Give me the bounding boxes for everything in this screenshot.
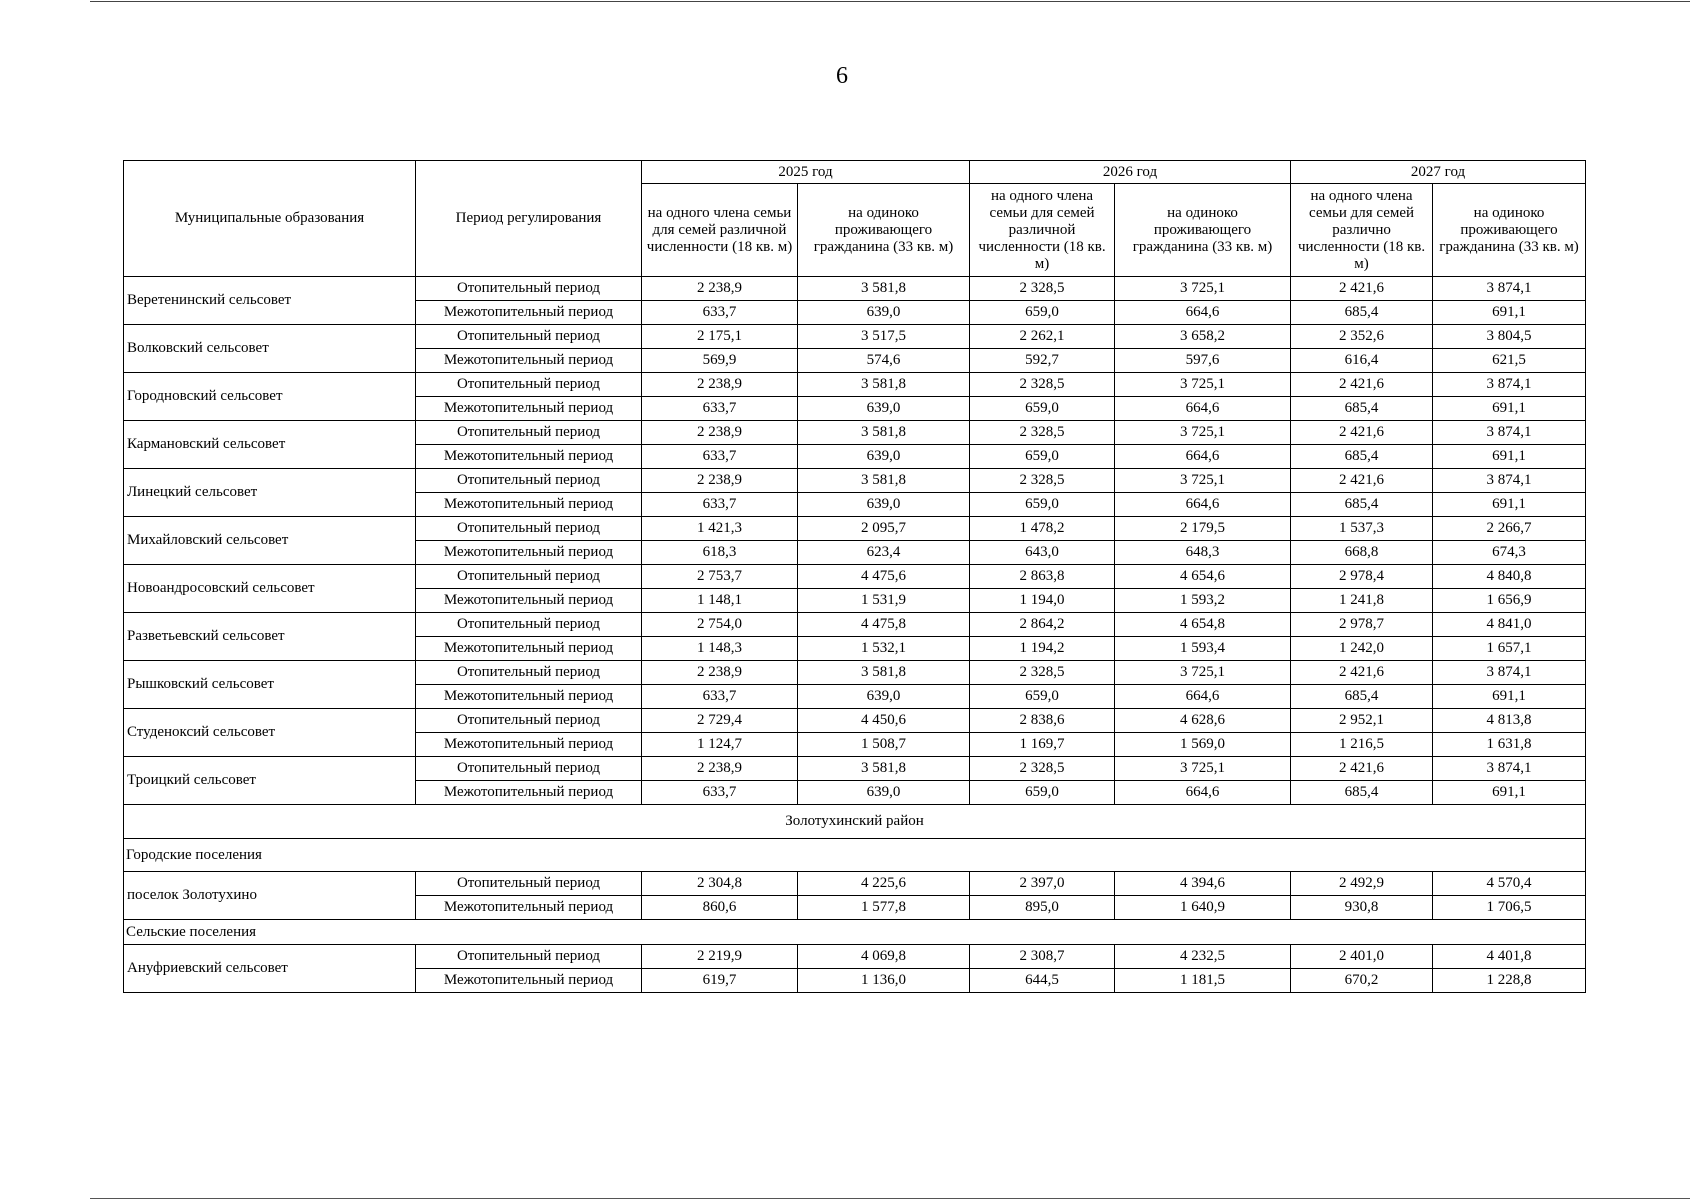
value-cell: 2 262,1 [970,325,1115,349]
value-cell: 633,7 [642,493,798,517]
value-cell: 2 328,5 [970,421,1115,445]
value-cell: 691,1 [1433,493,1586,517]
period-cell: Отопительный период [416,757,642,781]
period-cell: Отопительный период [416,469,642,493]
value-cell: 664,6 [1115,493,1291,517]
header-year-2027: 2027 год [1291,161,1586,184]
value-cell: 639,0 [798,445,970,469]
table-body-district [124,805,1586,872]
rural-settlements-heading: Сельские поселения [124,920,1586,945]
value-cell: 691,1 [1433,685,1586,709]
value-cell: 2 095,7 [798,517,970,541]
value-cell: 648,3 [1115,541,1291,565]
table-row [124,373,1586,397]
value-cell: 664,6 [1115,397,1291,421]
table-body-urban [124,872,1586,920]
value-cell: 1 706,5 [1433,896,1586,920]
value-cell: 4 654,6 [1115,565,1291,589]
header-single-2025: на одиноко проживающего гражданина (33 кв. м) [798,184,970,277]
value-cell: 685,4 [1291,685,1433,709]
value-cell: 1 640,9 [1115,896,1291,920]
value-cell: 659,0 [970,301,1115,325]
value-cell: 3 581,8 [798,373,970,397]
value-cell: 592,7 [970,349,1115,373]
period-cell: Межотопительный период [416,301,642,325]
table-row [124,421,1586,445]
value-cell: 685,4 [1291,493,1433,517]
value-cell: 2 978,4 [1291,565,1433,589]
table-row [124,325,1586,349]
value-cell: 3 804,5 [1433,325,1586,349]
value-cell: 2 238,9 [642,421,798,445]
value-cell: 2 401,0 [1291,945,1433,969]
value-cell: 2 238,9 [642,373,798,397]
municipality-name: Городновский сельсовет [124,373,416,421]
value-cell: 2 421,6 [1291,421,1433,445]
value-cell: 1 169,7 [970,733,1115,757]
header-per-member-2025: на одного члена семьи для семей различной численности (18 кв. м) [642,184,798,277]
table-row [124,613,1586,637]
value-cell: 2 308,7 [970,945,1115,969]
value-cell: 3 874,1 [1433,661,1586,685]
value-cell: 643,0 [970,541,1115,565]
value-cell: 685,4 [1291,445,1433,469]
value-cell: 1 228,8 [1433,969,1586,993]
value-cell: 659,0 [970,685,1115,709]
value-cell: 1 136,0 [798,969,970,993]
value-cell: 664,6 [1115,685,1291,709]
value-cell: 860,6 [642,896,798,920]
value-cell: 1 194,0 [970,589,1115,613]
value-cell: 691,1 [1433,301,1586,325]
value-cell: 1 593,4 [1115,637,1291,661]
period-cell: Межотопительный период [416,349,642,373]
period-cell: Отопительный период [416,325,642,349]
value-cell: 2 175,1 [642,325,798,349]
municipality-name: Кармановский сельсовет [124,421,416,469]
value-cell: 4 475,8 [798,613,970,637]
value-cell: 2 421,6 [1291,373,1433,397]
value-cell: 1 241,8 [1291,589,1433,613]
value-cell: 2 863,8 [970,565,1115,589]
value-cell: 3 581,8 [798,661,970,685]
value-cell: 2 729,4 [642,709,798,733]
value-cell: 639,0 [798,685,970,709]
value-cell: 1 194,2 [970,637,1115,661]
value-cell: 685,4 [1291,301,1433,325]
value-cell: 685,4 [1291,781,1433,805]
value-cell: 633,7 [642,781,798,805]
municipality-name: Разветьевский сельсовет [124,613,416,661]
value-cell: 2 219,9 [642,945,798,969]
value-cell: 2 421,6 [1291,277,1433,301]
value-cell: 2 492,9 [1291,872,1433,896]
header-year-2026: 2026 год [970,161,1291,184]
value-cell: 4 394,6 [1115,872,1291,896]
value-cell: 4 069,8 [798,945,970,969]
period-cell: Отопительный период [416,373,642,397]
value-cell: 1 593,2 [1115,589,1291,613]
period-cell: Отопительный период [416,945,642,969]
header-single-2027: на одиноко проживающего гражданина (33 кв. м) [1433,184,1586,277]
value-cell: 3 581,8 [798,757,970,781]
value-cell: 1 537,3 [1291,517,1433,541]
value-cell: 3 581,8 [798,421,970,445]
value-cell: 1 216,5 [1291,733,1433,757]
period-cell: Межотопительный период [416,541,642,565]
value-cell: 2 978,7 [1291,613,1433,637]
period-cell: Межотопительный период [416,637,642,661]
period-cell: Отопительный период [416,613,642,637]
value-cell: 623,4 [798,541,970,565]
header-year-2025: 2025 год [642,161,970,184]
table-body-rural-heading [124,920,1586,945]
value-cell: 4 225,6 [798,872,970,896]
value-cell: 659,0 [970,493,1115,517]
period-cell: Межотопительный период [416,493,642,517]
header-municipality: Муниципальные образования [124,161,416,277]
period-cell: Отопительный период [416,277,642,301]
value-cell: 691,1 [1433,445,1586,469]
value-cell: 3 658,2 [1115,325,1291,349]
municipality-name: поселок Золотухино [124,872,416,920]
value-cell: 619,7 [642,969,798,993]
value-cell: 2 421,6 [1291,469,1433,493]
header-per-member-2027: на одного члена семьи для семей различно численности (18 кв. м) [1291,184,1433,277]
district-heading: Золотухинский район [124,805,1586,839]
period-cell: Межотопительный период [416,685,642,709]
value-cell: 4 840,8 [1433,565,1586,589]
value-cell: 4 401,8 [1433,945,1586,969]
value-cell: 574,6 [798,349,970,373]
value-cell: 616,4 [1291,349,1433,373]
page-number: 6 [836,63,848,89]
table-row [124,277,1586,301]
table-row [124,469,1586,493]
value-cell: 3 725,1 [1115,757,1291,781]
value-cell: 4 628,6 [1115,709,1291,733]
table-row [124,945,1586,969]
header-single-2026: на одиноко проживающего гражданина (33 кв. м) [1115,184,1291,277]
period-cell: Отопительный период [416,661,642,685]
value-cell: 1 656,9 [1433,589,1586,613]
value-cell: 3 581,8 [798,277,970,301]
value-cell: 2 952,1 [1291,709,1433,733]
period-cell: Межотопительный период [416,896,642,920]
table-row [124,517,1586,541]
value-cell: 644,5 [970,969,1115,993]
value-cell: 1 532,1 [798,637,970,661]
municipality-name: Рышковский сельсовет [124,661,416,709]
value-cell: 1 148,3 [642,637,798,661]
municipality-name: Михайловский сельсовет [124,517,416,565]
value-cell: 3 517,5 [798,325,970,349]
value-cell: 674,3 [1433,541,1586,565]
value-cell: 2 754,0 [642,613,798,637]
table-row [124,872,1586,896]
value-cell: 659,0 [970,781,1115,805]
value-cell: 4 232,5 [1115,945,1291,969]
value-cell: 2 238,9 [642,277,798,301]
header-per-member-2026: на одного члена семьи для семей различной численности (18 кв. м) [970,184,1115,277]
value-cell: 2 328,5 [970,277,1115,301]
value-cell: 668,8 [1291,541,1433,565]
value-cell: 4 654,8 [1115,613,1291,637]
value-cell: 597,6 [1115,349,1291,373]
period-cell: Межотопительный период [416,589,642,613]
value-cell: 670,2 [1291,969,1433,993]
value-cell: 1 631,8 [1433,733,1586,757]
value-cell: 639,0 [798,781,970,805]
value-cell: 2 179,5 [1115,517,1291,541]
value-cell: 3 725,1 [1115,469,1291,493]
value-cell: 4 841,0 [1433,613,1586,637]
municipality-name: Новоандросовский сельсовет [124,565,416,613]
value-cell: 2 328,5 [970,373,1115,397]
value-cell: 2 328,5 [970,661,1115,685]
period-cell: Межотопительный период [416,445,642,469]
value-cell: 3 874,1 [1433,469,1586,493]
value-cell: 664,6 [1115,301,1291,325]
table-body-rural-councils [124,277,1586,805]
value-cell: 2 352,6 [1291,325,1433,349]
period-cell: Межотопительный период [416,969,642,993]
value-cell: 1 421,3 [642,517,798,541]
period-cell: Межотопительный период [416,733,642,757]
period-cell: Отопительный период [416,421,642,445]
value-cell: 621,5 [1433,349,1586,373]
period-cell: Межотопительный период [416,781,642,805]
value-cell: 1 148,1 [642,589,798,613]
value-cell: 3 725,1 [1115,373,1291,397]
table-row [124,661,1586,685]
table-body-rural [124,945,1586,993]
page-top-rule [90,1,1690,2]
value-cell: 2 328,5 [970,469,1115,493]
table-row [124,757,1586,781]
value-cell: 930,8 [1291,896,1433,920]
table-row [124,565,1586,589]
value-cell: 2 266,7 [1433,517,1586,541]
value-cell: 2 397,0 [970,872,1115,896]
value-cell: 1 577,8 [798,896,970,920]
value-cell: 895,0 [970,896,1115,920]
period-cell: Отопительный период [416,709,642,733]
value-cell: 691,1 [1433,781,1586,805]
period-cell: Отопительный период [416,565,642,589]
value-cell: 2 328,5 [970,757,1115,781]
value-cell: 2 838,6 [970,709,1115,733]
value-cell: 1 478,2 [970,517,1115,541]
value-cell: 3 725,1 [1115,421,1291,445]
value-cell: 691,1 [1433,397,1586,421]
period-cell: Отопительный период [416,872,642,896]
value-cell: 1 531,9 [798,589,970,613]
tariff-table [123,160,1586,993]
value-cell: 2 421,6 [1291,661,1433,685]
table-row [124,709,1586,733]
value-cell: 2 421,6 [1291,757,1433,781]
value-cell: 2 238,9 [642,661,798,685]
municipality-name: Веретенинский сельсовет [124,277,416,325]
value-cell: 633,7 [642,397,798,421]
value-cell: 2 864,2 [970,613,1115,637]
value-cell: 2 238,9 [642,757,798,781]
value-cell: 4 450,6 [798,709,970,733]
municipality-name: Троицкий сельсовет [124,757,416,805]
municipality-name: Волковский сельсовет [124,325,416,373]
period-cell: Межотопительный период [416,397,642,421]
header-period: Период регулирования [416,161,642,277]
value-cell: 2 304,8 [642,872,798,896]
municipality-name: Студеноксий сельсовет [124,709,416,757]
value-cell: 659,0 [970,397,1115,421]
value-cell: 4 570,4 [1433,872,1586,896]
value-cell: 3 874,1 [1433,421,1586,445]
value-cell: 3 725,1 [1115,661,1291,685]
value-cell: 664,6 [1115,781,1291,805]
value-cell: 633,7 [642,685,798,709]
value-cell: 639,0 [798,397,970,421]
value-cell: 1 508,7 [798,733,970,757]
value-cell: 4 475,6 [798,565,970,589]
value-cell: 1 124,7 [642,733,798,757]
municipality-name: Ануфриевский сельсовет [124,945,416,993]
value-cell: 1 657,1 [1433,637,1586,661]
value-cell: 633,7 [642,445,798,469]
value-cell: 1 181,5 [1115,969,1291,993]
value-cell: 3 874,1 [1433,757,1586,781]
period-cell: Отопительный период [416,517,642,541]
value-cell: 4 813,8 [1433,709,1586,733]
value-cell: 569,9 [642,349,798,373]
page-bottom-rule [90,1198,1690,1199]
value-cell: 639,0 [798,301,970,325]
value-cell: 618,3 [642,541,798,565]
value-cell: 664,6 [1115,445,1291,469]
value-cell: 3 874,1 [1433,277,1586,301]
value-cell: 3 874,1 [1433,373,1586,397]
value-cell: 3 581,8 [798,469,970,493]
urban-settlements-heading: Городские поселения [124,839,1586,872]
value-cell: 1 569,0 [1115,733,1291,757]
value-cell: 685,4 [1291,397,1433,421]
value-cell: 2 753,7 [642,565,798,589]
value-cell: 3 725,1 [1115,277,1291,301]
value-cell: 1 242,0 [1291,637,1433,661]
municipality-name: Линецкий сельсовет [124,469,416,517]
value-cell: 633,7 [642,301,798,325]
value-cell: 2 238,9 [642,469,798,493]
value-cell: 639,0 [798,493,970,517]
value-cell: 659,0 [970,445,1115,469]
